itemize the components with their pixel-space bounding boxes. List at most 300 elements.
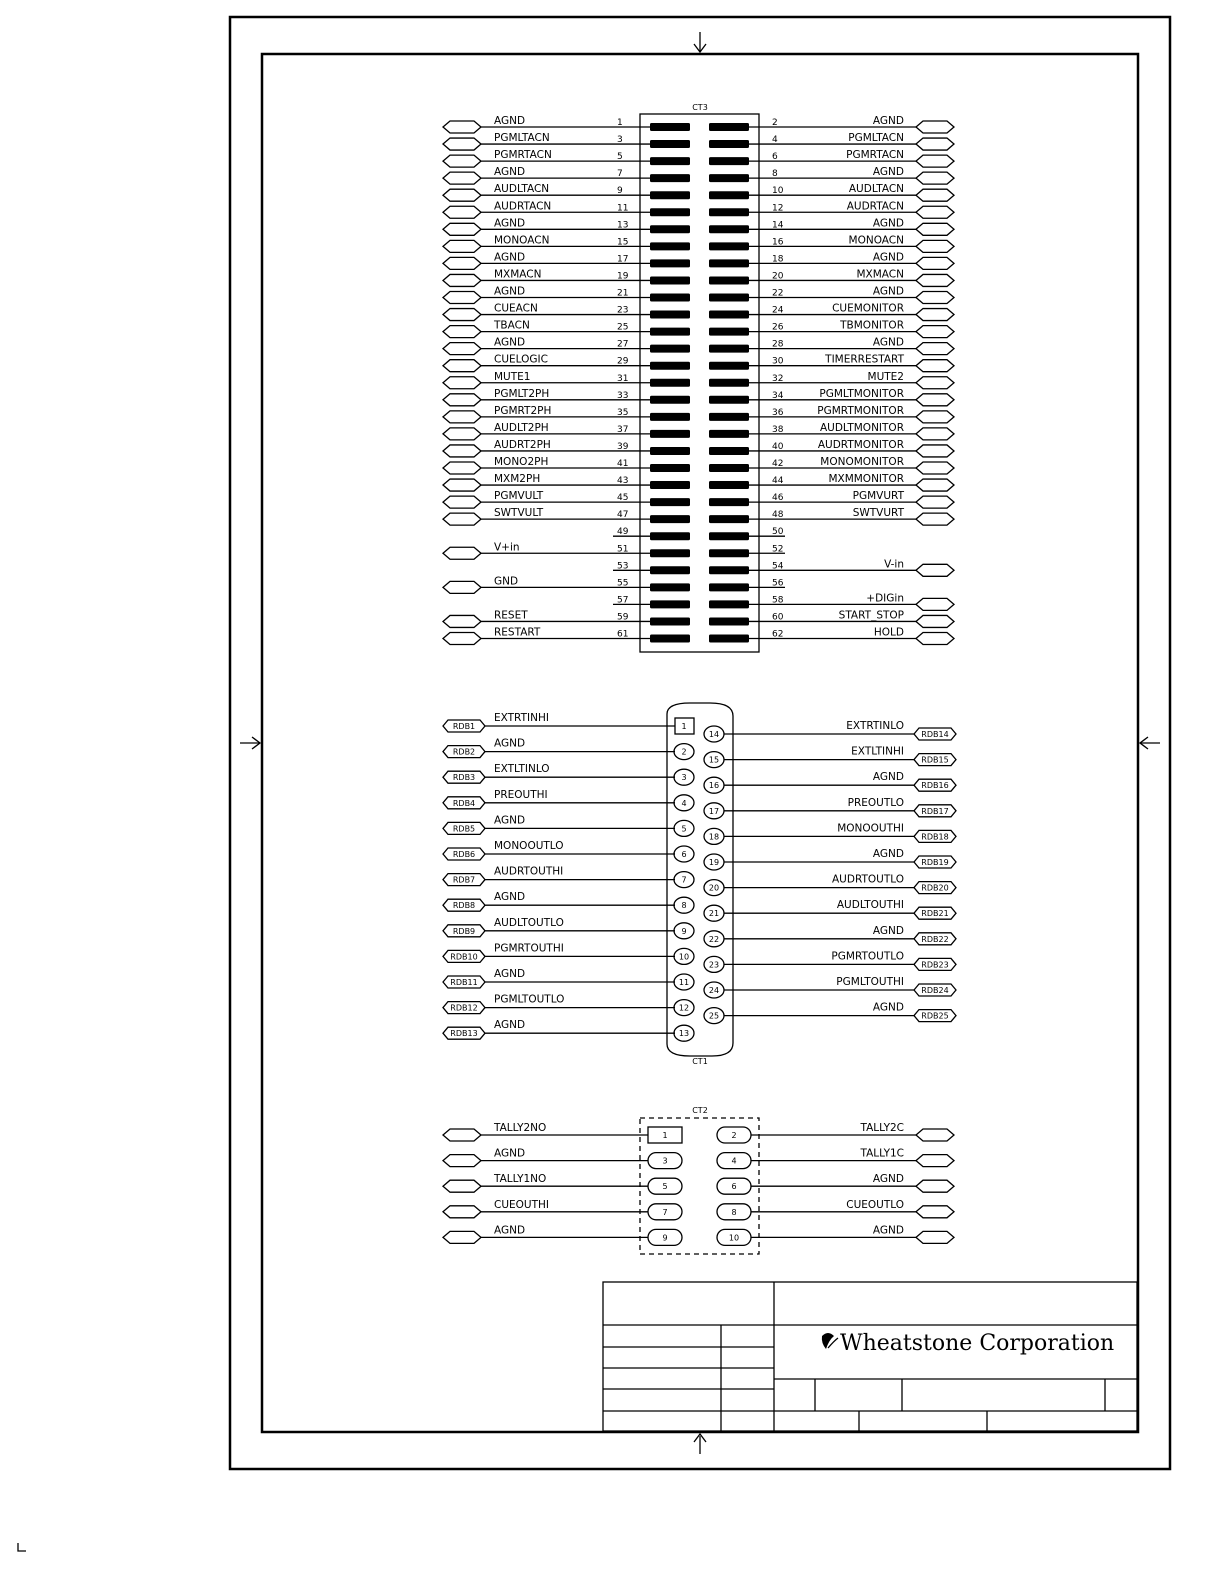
ct3-signal-label: TIMERRESTART bbox=[825, 353, 904, 366]
ct3-pin-number: 36 bbox=[772, 407, 784, 418]
ct3-contact-9 bbox=[650, 191, 690, 199]
ct1-pin-number: 17 bbox=[708, 806, 720, 816]
ct3-signal-label: PGMLTACN bbox=[494, 132, 550, 145]
ct3-pin-number: 4 bbox=[772, 135, 778, 146]
ct3-signal-label: AUDRTMONITOR bbox=[817, 438, 904, 451]
ct3-pin-number: 55 bbox=[617, 578, 629, 589]
ct1-signal-label: AUDLTOUTHI bbox=[836, 899, 904, 912]
ct1-signal-label: EXTLTINLO bbox=[494, 763, 550, 776]
ct3-contact-5 bbox=[650, 157, 690, 165]
ct3-port-43 bbox=[443, 479, 481, 491]
ct3-contact-2 bbox=[709, 123, 749, 131]
ct3-pin-number: 49 bbox=[617, 527, 629, 538]
ct3-port-19 bbox=[443, 274, 481, 286]
ct1-pin-number: 3 bbox=[681, 773, 687, 783]
ct3-contact-23 bbox=[650, 311, 690, 319]
ct3-contact-1 bbox=[650, 123, 690, 131]
ct3-contact-59 bbox=[650, 617, 690, 625]
ct3-pin-number: 26 bbox=[772, 322, 784, 333]
ct1-port-rdb6 bbox=[443, 848, 485, 860]
ct2-port-10 bbox=[916, 1231, 954, 1243]
ct3-port-6 bbox=[916, 155, 954, 167]
ct3-contact-50 bbox=[709, 532, 749, 540]
ct3-pin-number: 13 bbox=[617, 220, 629, 231]
ct1-port-rdb10 bbox=[443, 950, 485, 962]
ct3-pin-number: 44 bbox=[772, 476, 784, 487]
ct1-pin-number: 14 bbox=[708, 730, 720, 739]
ct2-port-2 bbox=[916, 1129, 954, 1141]
ct1-pin-number: 4 bbox=[681, 798, 687, 808]
ct3-pin-number: 25 bbox=[617, 322, 629, 333]
ct3-contact-10 bbox=[709, 191, 749, 199]
ct3-pin-number: 31 bbox=[617, 373, 629, 384]
ct3-contact-53 bbox=[650, 566, 690, 574]
ct1-port-rdb8 bbox=[443, 899, 485, 911]
ct1-port-rdb22-label: RDB22 bbox=[921, 934, 949, 944]
ct1-port-rdb14-label: RDB14 bbox=[921, 730, 949, 739]
ct3-port-26 bbox=[916, 326, 954, 338]
ct1-port-rdb7-label: RDB7 bbox=[452, 875, 476, 885]
ct3-pin-number: 51 bbox=[617, 544, 629, 555]
ct3-pin-number: 28 bbox=[772, 339, 784, 350]
ct3-signal-label: CUELOGIC bbox=[494, 353, 548, 366]
ct3-pin-number: 38 bbox=[772, 424, 784, 435]
ct3-pin-number: 29 bbox=[617, 356, 629, 367]
ct3-pin-number: 24 bbox=[772, 305, 784, 316]
ct3-port-47 bbox=[443, 513, 481, 525]
ct3-pin-number: 14 bbox=[772, 220, 784, 231]
ct3-contact-57 bbox=[650, 600, 690, 608]
ct3-pin-number: 9 bbox=[617, 186, 623, 197]
ct3-contact-14 bbox=[709, 225, 749, 233]
ct3-signal-label: CUEMONITOR bbox=[832, 302, 904, 315]
ct3-signal-label: AGND bbox=[872, 336, 904, 349]
ct1-port-rdb16 bbox=[914, 779, 956, 791]
ct3-contact-42 bbox=[709, 464, 749, 472]
ct3-contact-60 bbox=[709, 617, 749, 625]
ct1-pin-number: 16 bbox=[708, 781, 720, 791]
ct3-contact-41 bbox=[650, 464, 690, 472]
ct3-pin-number: 17 bbox=[617, 254, 629, 265]
ct3-signal-label: AGND bbox=[872, 251, 904, 264]
ct2-signal-label: TALLY1NO bbox=[494, 1173, 547, 1186]
outer-frame bbox=[230, 17, 1170, 1469]
ct3-signal-label: AGND bbox=[494, 251, 526, 264]
ct1-signal-label: EXTRTINHI bbox=[494, 712, 549, 724]
ct3-signal-label: AGND bbox=[872, 217, 904, 230]
ct3-port-24 bbox=[916, 309, 954, 321]
ct3-port-11 bbox=[443, 206, 481, 218]
ct1-port-rdb17 bbox=[914, 805, 956, 817]
ct3-signal-label: PGMRTACN bbox=[494, 149, 552, 162]
ct2-signal-label: CUEOUTLO bbox=[846, 1198, 904, 1211]
ct1-signal-label: EXTRTINLO bbox=[846, 720, 904, 732]
ct3-port-12 bbox=[916, 206, 954, 218]
ct1-signal-label: PGMLTOUTHI bbox=[836, 976, 904, 988]
ct2-port-4 bbox=[916, 1155, 954, 1167]
ct3-pin-number: 48 bbox=[772, 510, 784, 521]
ct3-port-27 bbox=[443, 343, 481, 355]
ct3-signal-label: AUDLTACN bbox=[494, 183, 550, 196]
ct3-pin-number: 39 bbox=[617, 441, 629, 452]
ct3-pin-number: 2 bbox=[772, 118, 778, 128]
ct1-signal-label: PREOUTHI bbox=[494, 788, 548, 801]
ct3-port-55 bbox=[443, 581, 481, 593]
ct3-port-54 bbox=[916, 564, 954, 576]
ct1-pin-number: 2 bbox=[681, 747, 687, 757]
ct1-port-rdb24-label: RDB24 bbox=[921, 986, 949, 995]
ct3-contact-13 bbox=[650, 225, 690, 233]
ct3-signal-label: PGMLTMONITOR bbox=[819, 387, 904, 400]
ct3-pin-number: 18 bbox=[772, 254, 784, 265]
ct3-signal-label: V+in bbox=[494, 541, 520, 554]
ct3-port-4 bbox=[916, 138, 954, 150]
ct3-port-30 bbox=[916, 360, 954, 372]
ct1-pin-number: 7 bbox=[681, 875, 687, 885]
ct3-signal-label: AGND bbox=[872, 166, 904, 179]
ct1-port-rdb11 bbox=[443, 976, 485, 988]
ct3-contact-36 bbox=[709, 413, 749, 421]
ct3-pin-number: 37 bbox=[617, 424, 629, 435]
ct3-contact-24 bbox=[709, 311, 749, 319]
ct3-signal-label: TBACN bbox=[494, 319, 530, 332]
ct3-contact-62 bbox=[709, 635, 749, 643]
ct1-signal-label: AGND bbox=[872, 771, 904, 784]
ct3-port-61 bbox=[443, 633, 481, 645]
ct2-signal-label: AGND bbox=[494, 1224, 526, 1237]
ct3-signal-label: GND bbox=[494, 575, 519, 588]
ct3-signal-label: CUEACN bbox=[494, 302, 538, 315]
ct3-port-62 bbox=[916, 633, 954, 645]
ct2-port-7 bbox=[443, 1206, 481, 1218]
ct3-contact-45 bbox=[650, 498, 690, 506]
ct3-pin-number: 50 bbox=[772, 527, 784, 538]
ct3-port-23 bbox=[443, 309, 481, 321]
ct2-signal-label: AGND bbox=[494, 1147, 526, 1160]
ct3-contact-25 bbox=[650, 328, 690, 336]
corner-mark bbox=[18, 1543, 26, 1551]
ct3-signal-label: HOLD bbox=[873, 626, 904, 639]
ct3-port-33 bbox=[443, 394, 481, 406]
ct2-pin-number: 6 bbox=[731, 1182, 737, 1192]
ct1-port-rdb20 bbox=[914, 882, 956, 894]
ct1-signal-label: AGND bbox=[872, 848, 904, 860]
ct1-port-rdb3-label: RDB3 bbox=[452, 773, 476, 783]
ct1-port-rdb9 bbox=[443, 925, 485, 937]
ct3-contact-32 bbox=[709, 379, 749, 387]
ct3-port-29 bbox=[443, 360, 481, 372]
ct3-signal-label: SWTVULT bbox=[494, 507, 544, 520]
ct1-signal-label: AGND bbox=[494, 737, 526, 750]
ct3-port-3 bbox=[443, 138, 481, 150]
ct3-pin-number: 53 bbox=[617, 561, 629, 572]
ct3-contact-46 bbox=[709, 498, 749, 506]
ct1-port-rdb6-label: RDB6 bbox=[452, 850, 476, 859]
ct1-signal-label: AGND bbox=[494, 968, 526, 980]
ct1-signal-label: AUDRTOUTHI bbox=[494, 865, 564, 878]
ct3-port-40 bbox=[916, 445, 954, 457]
ct1-pin-number: 10 bbox=[678, 952, 690, 962]
ct3-pin-number: 15 bbox=[617, 237, 629, 248]
ct3-signal-label: PGMLT2PH bbox=[494, 387, 550, 400]
ct3-pin-number: 34 bbox=[772, 390, 784, 401]
ct3-signal-label: MXM2PH bbox=[494, 473, 541, 486]
ct1-port-rdb14 bbox=[914, 728, 956, 740]
ct1-pin-number: 9 bbox=[681, 926, 687, 936]
ct3-contact-54 bbox=[709, 566, 749, 574]
ct1-port-rdb1 bbox=[443, 720, 485, 732]
ct3-pin-number: 16 bbox=[772, 237, 784, 248]
center-mark-left bbox=[240, 737, 260, 749]
ct3-contact-48 bbox=[709, 515, 749, 523]
ct3-contact-3 bbox=[650, 140, 690, 148]
ct3-signal-label: PGMRTACN bbox=[846, 149, 904, 162]
ct3-port-36 bbox=[916, 411, 954, 423]
ct3-port-17 bbox=[443, 257, 481, 269]
ct2-port-5 bbox=[443, 1180, 481, 1192]
ct1-signal-label: AUDLTOUTLO bbox=[494, 916, 564, 929]
ct3-signal-label: SWTVURT bbox=[852, 507, 904, 520]
ct3-contact-58 bbox=[709, 600, 749, 608]
ct2-signal-label: TALLY2NO bbox=[494, 1122, 547, 1134]
ct1-signal-label: AGND bbox=[494, 814, 526, 827]
ct1-port-rdb13 bbox=[443, 1027, 485, 1039]
ct1-pin-number: 19 bbox=[708, 858, 720, 867]
ct1-pin-number: 23 bbox=[708, 960, 720, 970]
ct3-contact-40 bbox=[709, 447, 749, 455]
ct1-port-rdb16-label: RDB16 bbox=[921, 781, 949, 791]
ct2-pin-number: 1 bbox=[662, 1131, 668, 1140]
ct1-pin-number: 6 bbox=[681, 850, 687, 859]
ct3-contact-16 bbox=[709, 242, 749, 250]
ct2-port-3 bbox=[443, 1155, 481, 1167]
center-mark-bottom bbox=[694, 1434, 706, 1454]
ct2-port-6 bbox=[916, 1180, 954, 1192]
generated-connector-wiring bbox=[443, 115, 956, 1245]
ct3-signal-label: RESTART bbox=[494, 626, 541, 639]
ct1-pin-number: 12 bbox=[678, 1003, 690, 1013]
ct3-signal-label: AGND bbox=[494, 166, 526, 179]
ct1-signal-label: AUDRTOUTLO bbox=[831, 873, 904, 886]
ct1-pin-number: 8 bbox=[681, 901, 687, 911]
ct1-signal-label: PREOUTLO bbox=[847, 796, 904, 809]
ct3-contact-12 bbox=[709, 208, 749, 216]
ct3-contact-18 bbox=[709, 259, 749, 267]
ct3-pin-number: 27 bbox=[617, 339, 629, 350]
ct3-pin-number: 57 bbox=[617, 595, 629, 606]
ct3-port-5 bbox=[443, 155, 481, 167]
ct3-port-21 bbox=[443, 292, 481, 304]
ct3-contact-49 bbox=[650, 532, 690, 540]
ct3-signal-label: AGND bbox=[494, 217, 526, 230]
ct1-port-rdb18 bbox=[914, 830, 956, 842]
ct3-signal-label: AGND bbox=[872, 115, 904, 127]
ct3-pin-number: 54 bbox=[772, 561, 784, 572]
ct3-signal-label: AGND bbox=[872, 285, 904, 298]
ct3-pin-number: 41 bbox=[617, 459, 629, 469]
ct3-port-59 bbox=[443, 615, 481, 627]
ct1-signal-label: AGND bbox=[872, 924, 904, 937]
ct3-signal-label: PGMLTACN bbox=[848, 132, 904, 145]
ct3-pin-number: 22 bbox=[772, 288, 784, 299]
ct3-contact-34 bbox=[709, 396, 749, 404]
ct2-body bbox=[640, 1118, 759, 1254]
ct1-pin-number: 20 bbox=[708, 883, 720, 893]
ct3-signal-label: PGMRT2PH bbox=[494, 404, 552, 417]
ct1-port-rdb20-label: RDB20 bbox=[921, 883, 949, 893]
ct3-pin-number: 59 bbox=[617, 612, 629, 623]
ct3-contact-27 bbox=[650, 345, 690, 353]
ct1-port-rdb2-label: RDB2 bbox=[452, 747, 476, 757]
ct2-signal-label: AGND bbox=[872, 1224, 904, 1237]
ct3-signal-label: MONOACN bbox=[848, 234, 904, 247]
ct3-pin-number: 7 bbox=[617, 169, 623, 180]
ct3-port-31 bbox=[443, 377, 481, 389]
ct3-contact-26 bbox=[709, 328, 749, 336]
ct3-port-9 bbox=[443, 189, 481, 201]
ct3-contact-4 bbox=[709, 140, 749, 148]
ct3-pin-number: 33 bbox=[617, 390, 629, 401]
ct3-port-10 bbox=[916, 189, 954, 201]
inner-frame bbox=[262, 54, 1138, 1432]
ct3-port-45 bbox=[443, 496, 481, 508]
ct1-pin-number: 25 bbox=[708, 1011, 720, 1021]
ct3-pin-number: 58 bbox=[772, 595, 784, 606]
ct3-pin-number: 3 bbox=[617, 135, 623, 146]
ct1-port-rdb4-label: RDB4 bbox=[452, 798, 476, 808]
ct1-pin-number: 18 bbox=[708, 832, 720, 842]
ct1-signal-label: MONOOUTLO bbox=[494, 840, 564, 852]
ct1-pin-number: 24 bbox=[708, 986, 720, 995]
ct3-contact-11 bbox=[650, 208, 690, 216]
ct3-pin-number: 19 bbox=[617, 271, 629, 282]
ct3-signal-label: +DIGin bbox=[866, 592, 904, 605]
ct1-ref: CT1 bbox=[692, 1057, 708, 1066]
ct3-ref: CT3 bbox=[692, 103, 708, 112]
ct3-signal-label: PGMVURT bbox=[852, 490, 904, 503]
ct3-port-32 bbox=[916, 377, 954, 389]
ct1-port-rdb21-label: RDB21 bbox=[921, 909, 949, 919]
ct3-pin-number: 6 bbox=[772, 152, 778, 163]
ct3-contact-7 bbox=[650, 174, 690, 182]
ct3-signal-label: MXMACN bbox=[856, 268, 904, 281]
ct3-signal-label: MONO2PH bbox=[494, 456, 549, 468]
ct3-port-46 bbox=[916, 496, 954, 508]
ct1-port-rdb18-label: RDB18 bbox=[921, 832, 949, 842]
ct3-signal-label: MUTE2 bbox=[867, 370, 904, 383]
ct3-port-2 bbox=[916, 121, 954, 133]
ct3-signal-label: AUDLTMONITOR bbox=[819, 421, 904, 434]
ct3-contact-33 bbox=[650, 396, 690, 404]
ct3-port-51 bbox=[443, 547, 481, 559]
ct1-port-rdb10-label: RDB10 bbox=[450, 952, 478, 962]
ct3-signal-label: MUTE1 bbox=[494, 370, 531, 383]
ct3-port-42 bbox=[916, 462, 954, 474]
ct3-port-18 bbox=[916, 257, 954, 269]
ct3-signal-label: AUDRTACN bbox=[494, 200, 552, 213]
ct3-port-35 bbox=[443, 411, 481, 423]
ct3-pin-number: 8 bbox=[772, 169, 778, 180]
ct1-port-rdb25 bbox=[914, 1010, 956, 1022]
ct3-port-7 bbox=[443, 172, 481, 184]
ct3-signal-label: PGMRTMONITOR bbox=[817, 404, 904, 417]
ct1-signal-label: PGMLTOUTLO bbox=[494, 993, 565, 1006]
ct1-port-rdb13-label: RDB13 bbox=[450, 1029, 478, 1039]
ct3-signal-label: TBMONITOR bbox=[840, 319, 904, 332]
ct3-contact-29 bbox=[650, 362, 690, 370]
company-logo-icon bbox=[822, 1333, 838, 1349]
ct1-signal-label: AGND bbox=[494, 1019, 526, 1032]
ct1-pin-number: 1 bbox=[681, 722, 687, 731]
ct3-contact-61 bbox=[650, 635, 690, 643]
ct3-pin-number: 1 bbox=[617, 118, 623, 128]
ct1-port-rdb19 bbox=[914, 856, 956, 868]
ct1-pin-number: 11 bbox=[678, 978, 690, 987]
ct3-contact-56 bbox=[709, 583, 749, 591]
ct1-signal-label: PGMRTOUTHI bbox=[494, 942, 564, 955]
ct3-contact-37 bbox=[650, 430, 690, 438]
ct3-pin-number: 60 bbox=[772, 612, 784, 623]
ct3-contact-22 bbox=[709, 294, 749, 302]
ct3-port-20 bbox=[916, 274, 954, 286]
ct3-contact-19 bbox=[650, 276, 690, 284]
ct1-port-rdb5-label: RDB5 bbox=[452, 824, 476, 834]
ct3-contact-15 bbox=[650, 242, 690, 250]
ct3-port-41 bbox=[443, 462, 481, 474]
ct3-signal-label: AUDLTACN bbox=[848, 183, 904, 196]
ct3-port-44 bbox=[916, 479, 954, 491]
ct3-port-28 bbox=[916, 343, 954, 355]
ct3-port-25 bbox=[443, 326, 481, 338]
title-block bbox=[603, 1282, 1137, 1431]
ct3-pin-number: 45 bbox=[617, 493, 629, 504]
ct3-port-34 bbox=[916, 394, 954, 406]
ct3-pin-number: 23 bbox=[617, 305, 629, 316]
ct3-signal-label: MXMACN bbox=[494, 268, 542, 281]
ct3-signal-label: AGND bbox=[494, 336, 526, 349]
ct3-port-58 bbox=[916, 598, 954, 610]
ct2-pin-number: 3 bbox=[662, 1156, 668, 1166]
ct3-pin-number: 32 bbox=[772, 373, 784, 384]
ct3-contact-17 bbox=[650, 259, 690, 267]
ct3-contact-28 bbox=[709, 345, 749, 353]
ct3-contact-21 bbox=[650, 294, 690, 302]
ct3-port-38 bbox=[916, 428, 954, 440]
ct1-pin-number: 13 bbox=[678, 1029, 690, 1039]
ct1-port-rdb21 bbox=[914, 907, 956, 919]
ct1-pin-number: 22 bbox=[708, 934, 720, 944]
ct3-signal-label: PGMVULT bbox=[494, 490, 544, 503]
ct3-contact-44 bbox=[709, 481, 749, 489]
ct3-pin-number: 20 bbox=[772, 271, 784, 282]
ct3-signal-label: MXMMONITOR bbox=[828, 473, 904, 486]
ct1-signal-label: AGND bbox=[872, 1001, 904, 1014]
ct1-port-rdb23 bbox=[914, 958, 956, 970]
ct3-port-16 bbox=[916, 240, 954, 252]
ct2-pin-number: 2 bbox=[731, 1131, 737, 1140]
ct3-signal-label: MONOACN bbox=[494, 234, 550, 247]
ct3-port-48 bbox=[916, 513, 954, 525]
ct2-pin-number: 9 bbox=[662, 1233, 668, 1243]
ct2-port-8 bbox=[916, 1206, 954, 1218]
center-mark-right bbox=[1140, 737, 1160, 749]
ct3-contact-20 bbox=[709, 276, 749, 284]
ct1-port-rdb22 bbox=[914, 933, 956, 945]
ct1-port-rdb8-label: RDB8 bbox=[452, 901, 476, 911]
ct3-signal-label: AGND bbox=[494, 115, 526, 127]
ct3-contact-52 bbox=[709, 549, 749, 557]
connector-ct2 bbox=[640, 1106, 759, 1254]
